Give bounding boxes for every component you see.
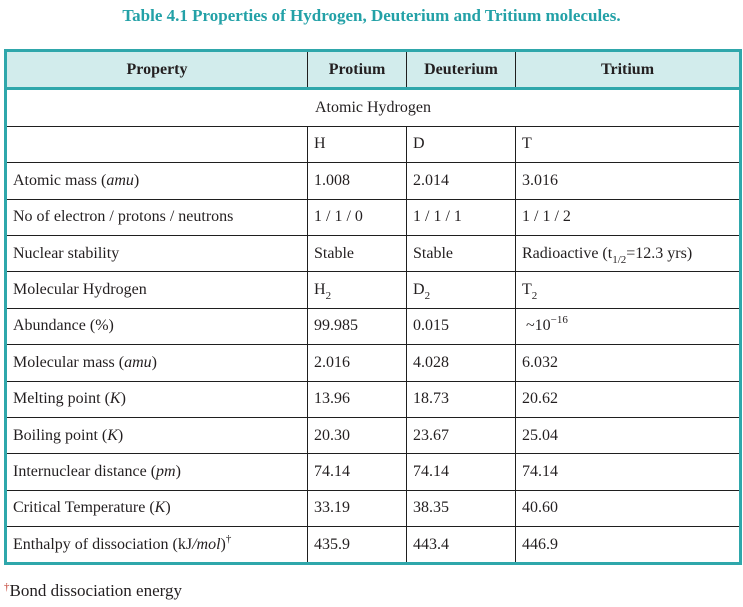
header-deuterium: Deuterium	[407, 51, 516, 89]
table-row	[6, 490, 741, 526]
row-label-atomic-mass: Atomic mass (amu)	[6, 163, 308, 199]
cell-protium: 33.19	[308, 490, 407, 526]
table-row	[6, 272, 741, 308]
cell-tritium: $T_2$	[516, 272, 741, 308]
cell-deuterium: $D_2$	[407, 272, 516, 308]
cell-protium: 13.96	[308, 381, 407, 417]
cell-protium: 20.30	[308, 417, 407, 453]
row-label-abundance: Abundance (%)	[6, 308, 308, 344]
cell-deuterium: 443.4	[407, 527, 516, 564]
cell-tritium: 3.016	[516, 163, 741, 199]
cell-protium: 99.985	[308, 308, 407, 344]
row-label-enthalpy: Enthalpy of dissociation (kJ/mol)†	[6, 527, 308, 564]
cell-deuterium: 74.14	[407, 454, 516, 490]
table-row	[6, 454, 741, 490]
footnote-text: Bond dissociation energy	[9, 581, 182, 600]
table-row	[6, 345, 741, 381]
table-row	[6, 163, 741, 199]
cell-protium-symbol: H	[308, 126, 407, 162]
row-label-stability: Nuclear stability	[6, 235, 308, 271]
cell-tritium: 446.9	[516, 527, 741, 564]
header-tritium: Tritium	[516, 51, 741, 89]
row-label-particles: No of electron / protons / neutrons	[6, 199, 308, 235]
row-label-boiling-point: Boiling point (K)	[6, 417, 308, 453]
header-property: Property	[6, 51, 308, 89]
section-atomic-hydrogen: Atomic Hydrogen	[6, 89, 741, 126]
cell-tritium: 20.62	[516, 381, 741, 417]
cell-protium: $H_2$	[308, 272, 407, 308]
table-title: Table 4.1 Properties of Hydrogen, Deuterium and Tritium molecules.	[122, 6, 621, 25]
cell-protium: 74.14	[308, 454, 407, 490]
row-label-molecular-mass: Molecular mass (amu)	[6, 345, 308, 381]
table-row	[6, 417, 741, 453]
cell-tritium: 25.04	[516, 417, 741, 453]
section-row	[6, 89, 741, 126]
row-label-internuclear-distance: Internuclear distance (pm)	[6, 454, 308, 490]
table-row	[6, 235, 741, 271]
cell-tritium: 6.032	[516, 345, 741, 381]
table-row	[6, 308, 741, 344]
table-row	[6, 199, 741, 235]
cell-deuterium: 2.014	[407, 163, 516, 199]
cell-deuterium: 18.73	[407, 381, 516, 417]
cell-deuterium: 38.35	[407, 490, 516, 526]
cell-tritium: $\sim 10^{-16}$	[516, 308, 741, 344]
row-label-melting-point: Melting point (K)	[6, 381, 308, 417]
cell-protium: 1.008	[308, 163, 407, 199]
properties-table	[4, 49, 742, 565]
cell-deuterium: 0.015	[407, 308, 516, 344]
cell-tritium-symbol: T	[516, 126, 741, 162]
cell-tritium: 74.14	[516, 454, 741, 490]
table-row	[6, 381, 741, 417]
cell-tritium: 40.60	[516, 490, 741, 526]
table-row	[6, 126, 741, 162]
cell-protium: 1 / 1 / 0	[308, 199, 407, 235]
header-protium: Protium	[308, 51, 407, 89]
cell-deuterium-symbol: D	[407, 126, 516, 162]
row-label-molecular-hydrogen: Molecular Hydrogen	[6, 272, 308, 308]
cell-tritium: 1 / 1 / 2	[516, 199, 741, 235]
cell-protium: Stable	[308, 235, 407, 271]
cell-deuterium: 23.67	[407, 417, 516, 453]
row-label-critical-temperature: Critical Temperature (K)	[6, 490, 308, 526]
dagger-mark: †	[4, 581, 10, 593]
cell-deuterium: 4.028	[407, 345, 516, 381]
cell-deuterium: Stable	[407, 235, 516, 271]
cell-protium: 435.9	[308, 527, 407, 564]
table-row	[6, 527, 741, 564]
cell-deuterium: 1 / 1 / 1	[407, 199, 516, 235]
cell-protium: 2.016	[308, 345, 407, 381]
footnote	[4, 581, 182, 601]
header-row	[6, 51, 741, 89]
symbol-label-cell	[6, 126, 308, 162]
cell-tritium: Radioactive ($t_{1/2}=12.3$ yrs)	[516, 235, 741, 271]
